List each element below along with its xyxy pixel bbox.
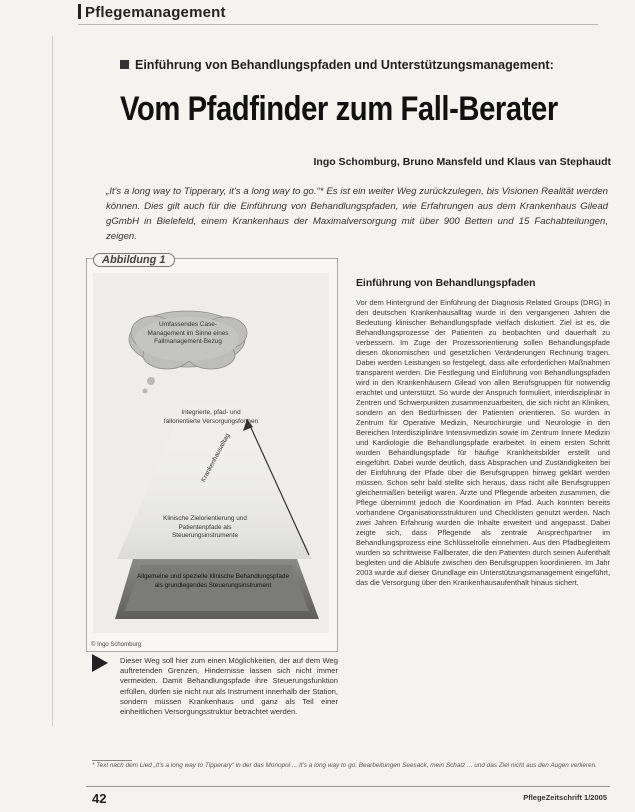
section-label: Pflegemanagement bbox=[85, 4, 226, 21]
upper-level-text: Integrierte, pfad- und fallorientierte Versorgungsformen bbox=[163, 409, 259, 425]
page-number: 42 bbox=[92, 791, 107, 806]
authors: Ingo Schomburg, Bruno Mansfeld und Klaus van Stephaudt bbox=[313, 156, 611, 168]
figure-source: © Ingo Schomburg bbox=[91, 642, 142, 648]
pointer-arrow-icon bbox=[92, 654, 108, 672]
figure-label: Abbildung 1 bbox=[93, 253, 175, 267]
margin-rule bbox=[52, 36, 53, 726]
arrow-label: Krankenhausalltag bbox=[200, 432, 232, 484]
lead-paragraph: „It's a long way to Tipperary, it's a long way to go.“* Es ist ein weiter Weg zurückzulegen, bis Visionen Realität werden können. Dies gilt auch für die Einführung von Behandlungspfaden, wie Erfahrungen aus dem Krankenhaus Gilead gGmbH in Bielefeld, einem Krankenhaus der Maximalversorgung mit über 900 Betten und 15 Fachabteilungen, zeigen. bbox=[106, 186, 608, 242]
section-tag bbox=[78, 4, 226, 21]
section-bar bbox=[78, 4, 81, 19]
article-title: Vom Pfadfinder zum Fall-Berater bbox=[120, 90, 558, 128]
left-column-text: Dieser Weg soll hier zum einen Möglichkeiten, der auf dem Weg auftretenden Grenzen, Hindernisse lassen sich nicht immer vermeiden. Damit Behandlungspfade ihre Steuerungsfunktion erfüllen, dürfen sie nicht nur als Instrument innerhalb der Station, sondern müssen Krankenhaus und ganz als Teil einer einheitlichen Versorgungsstruktur betrachtet werden. bbox=[120, 656, 338, 717]
section-heading: Einführung von Behandlungspfaden bbox=[356, 278, 536, 289]
top-rule bbox=[78, 24, 598, 25]
cloud-bubble bbox=[147, 377, 155, 385]
cloud-text: Umfassendes Case-Management im Sinne eines Fallmanagement-Bezug bbox=[147, 321, 229, 345]
middle-level-text: Klinische Zielorientierung und Patientenpfade als Steuerungsinstrumente bbox=[163, 515, 247, 539]
journal-name: PflegeZeitschrift 1/2005 bbox=[523, 793, 607, 802]
right-column-text: Vor dem Hintergrund der Einführung der Diagnosis Related Groups (DRG) in den deutschen Krankenhausalltag wurde in den vergangenen Jahren die Bedeutung klinischer Behandlungspfade vielfach diskutiert. Ziel ist es, die Behandlungsprozesse der Patienten zu beobachten und dauerhaft zu verbessern. Im Zuge der Prozessorientierung sollen Behandlungspfade diesen ökonomischen und gesetzlichen Veränderungen Rechnung tragen. Dabei werden Leistungen so festgelegt, dass alle erforderlichen Maßnahmen transparent werden. Die Festlegung und Einführung von Behandlungspfaden wird in den Krankenhäusern Gilead von allen Berufsgruppen für notwendig erachtet und unterstützt. So wurde der Anspruch formuliert, interdisziplinär in Zentren und Schwerpunkten zusammenzuarbeiten, die sich nicht an Kliniken, sondern an den Bedürfnissen der Patienten orientieren. So wurden in Zentrum für Operative Medizin, Neurochirurgie und Neurologie in den Bereichen Interdisziplinäre Intensivmedizin sowie im Zentrum Innere Medizin und Kardiologie die Behandlungspfade erarbeitet. In einem ersten Schritt wurden Behandlungspfade für häufige Krankheitsbilder erstellt und eingeführt. Dabei wurde deutlich, dass Absprachen und Zuständigkeiten bei der Einführung der Pfade über die Berufsgruppen hinweg geklärt werden müssen. Schon sehr bald stellte sich heraus, dass nicht alle Berufsgruppen gleichermaßen beteiligt waren. Ärzte und Pflegende arbeiten zusammen, die Pflege übernimmt jedoch die Koordination im Pfad. Auch konnten bereits vorhandene Organisationsstrukturen und Checklisten genutzt werden. Nach zwei Jahren Erfahrung wurden die Inhalte erweitert und angepasst. Dabei zeigte sich, dass Pflegende als zentrale Ansprechpartner im Behandlungsprozess eine Schlüsselrolle einnehmen. Aus den Pfadbegleitern wurden so schrittweise Fallberater, die den Patienten durch seinen Aufenthalt begleiten und die Abläufe zwischen den Berufsgruppen koordinieren. Im Jahr 2003 wurde auf dieser Grundlage ein Unterstützungsmanagement eingeführt, das die Versorgung über den Krankenhausaufenthalt hinaus sichert. bbox=[356, 298, 610, 587]
base-level-text: Allgemeine und spezielle klinische Behandlungspfade als grundlegendes Steuerungsinstrument bbox=[136, 573, 290, 589]
footnote-rule bbox=[92, 760, 132, 761]
kicker-text: Einführung von Behandlungspfaden und Unterstützungsmanagement: bbox=[135, 58, 554, 72]
kicker bbox=[120, 58, 610, 72]
footer-rule bbox=[86, 786, 610, 787]
cloud-bubble-small bbox=[143, 389, 148, 394]
square-bullet-icon bbox=[120, 60, 129, 69]
footnote: * Text nach dem Lied „It's a long way to Tipperary“ in der das Monopol ... It's a long way to go. Bearbeitungen Seesack, mein Schatz ... und das Ziel nicht aus den Augen verlieren. bbox=[92, 762, 597, 769]
